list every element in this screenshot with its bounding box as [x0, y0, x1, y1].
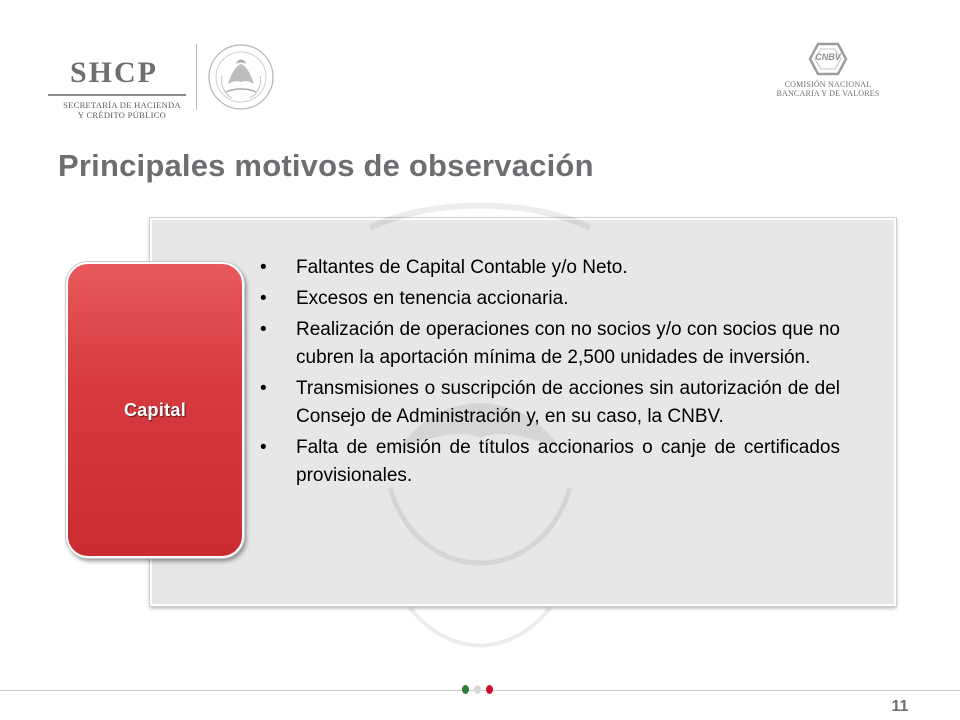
- capital-label: Capital: [123, 400, 187, 420]
- shcp-subtitle-line2: Y CRÉDITO PÚBLICO: [77, 110, 167, 120]
- white-dot-icon: [474, 685, 481, 694]
- page-title: Principales motivos de observación: [58, 148, 594, 183]
- shcp-subtitle: [52, 100, 192, 120]
- coat-of-arms-icon: [206, 42, 276, 112]
- list-item: • Excesos en tenencia accionaria.: [260, 285, 840, 313]
- cnbv-name-line1: COMISIÓN NACIONAL: [784, 80, 872, 89]
- footer-dots: [462, 685, 498, 695]
- red-dot-icon: [486, 685, 493, 694]
- header-divider: [196, 44, 197, 110]
- list-item: • Realización de operaciones con no socios y/o con socios que no cubren la aportación mínima de 2,500 unidades de inversión.: [260, 316, 840, 372]
- shcp-logo: [44, 44, 194, 122]
- list-item: • Transmisiones o suscripción de acciones sin autorización de del Consejo de Administración y, en su caso, la CNBV.: [260, 375, 840, 431]
- cnbv-abbr: CNBV: [815, 52, 841, 62]
- list-item: • Falta de emisión de títulos accionarios o canje de certificados provisionales.: [260, 434, 840, 490]
- cnbv-logo: [768, 42, 888, 108]
- cnbv-name-line2: BANCARIA Y DE VALORES: [776, 89, 880, 98]
- list-item: • Faltantes de Capital Contable y/o Neto.: [260, 254, 840, 282]
- shcp-abbr: SHCP: [70, 56, 159, 89]
- page-number: 11: [891, 698, 909, 715]
- capital-category-box: [66, 262, 244, 558]
- green-dot-icon: [462, 685, 469, 694]
- shcp-subtitle-line1: SECRETARÍA DE HACIENDA: [63, 100, 181, 110]
- shcp-rule: [48, 94, 186, 96]
- observation-list: [260, 254, 840, 493]
- cnbv-name: [768, 80, 888, 98]
